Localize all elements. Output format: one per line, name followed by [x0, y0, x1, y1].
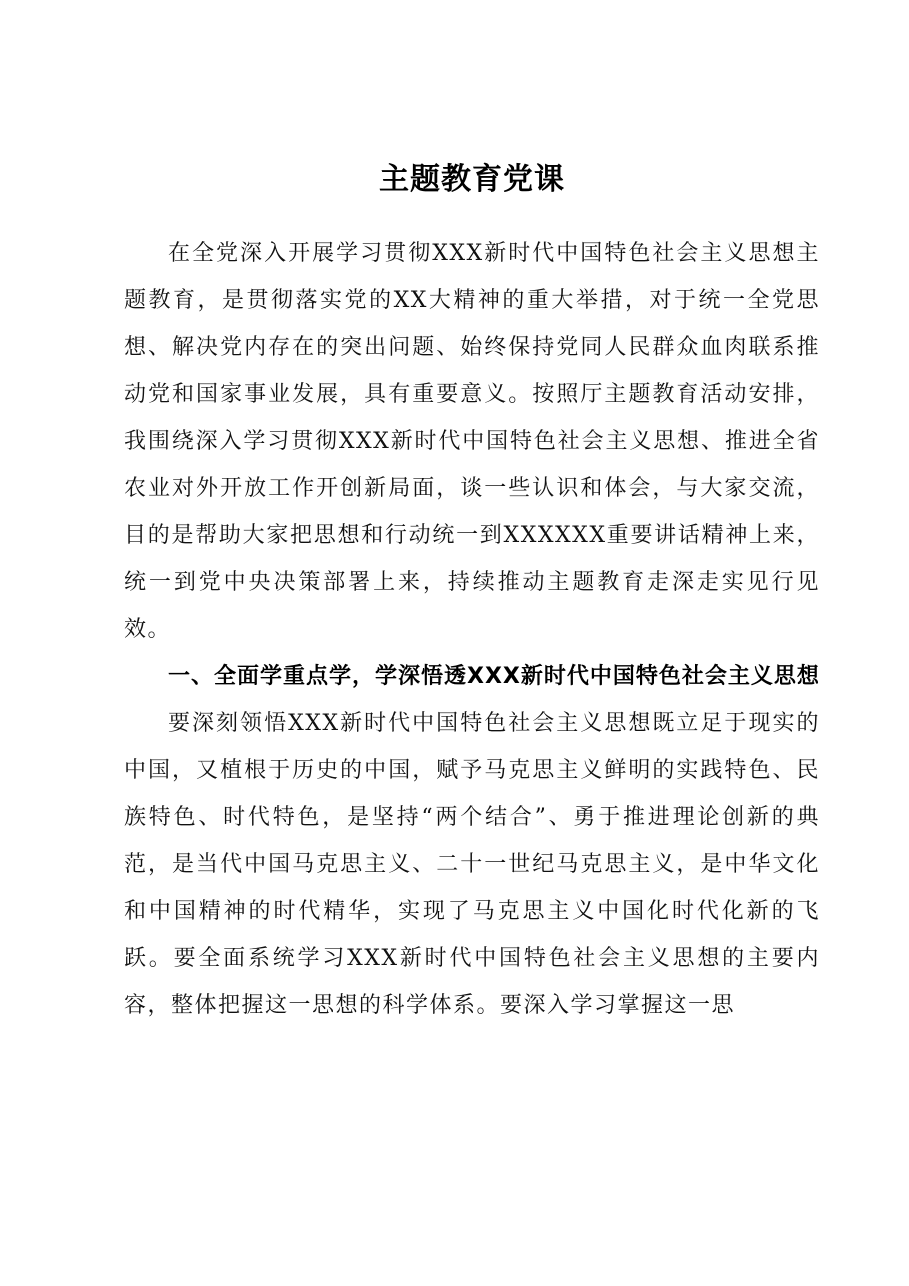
intro-paragraph: 在全党深入开展学习贯彻XXX新时代中国特色社会主义思想主题教育，是贯彻落实党的XX大精神的重大举措，对于统一全党思想、解决党内存在的突出问题、始终保持党同人民群众血肉联系推动党和国家事业发展，具有重要意义。按照厅主题教育活动安排，我围绕深入学习贯彻XXX新时代中国特色社会主义思想、推进全省农业对外开放工作开创新局面，谈一些认识和体会，与大家交流，目的是帮助大家把思想和行动统一到XXXXXX重要讲话精神上来，统一到党中央决策部署上来，持续推动主题教育走深走实见行见效。	[124, 241, 820, 642]
section-heading-1: 一、全面学重点学，学深悟透XXX新时代中国特色社会主义思想	[168, 664, 820, 689]
section-1-paragraph: 要深刻领悟XXX新时代中国特色社会主义思想既立足于现实的中国，又植根于历史的中国，赋予马克思主义鲜明的实践特色、民族特色、时代特色，是坚持“两个结合”、勇于推进理论创新的典范，是当代中国马克思主义、二十一世纪马克思主义，是中华文化和中国精神的时代精华，实现了马克思主义中国化时代化新的飞跃。要全面系统学习XXX新时代中国特色社会主义思想的主要内容，整体把握这一思想的科学体系。要深入学习掌握这一思	[124, 711, 820, 1018]
document-title: 主题教育党课	[379, 162, 565, 197]
document-body	[124, 155, 820, 1029]
